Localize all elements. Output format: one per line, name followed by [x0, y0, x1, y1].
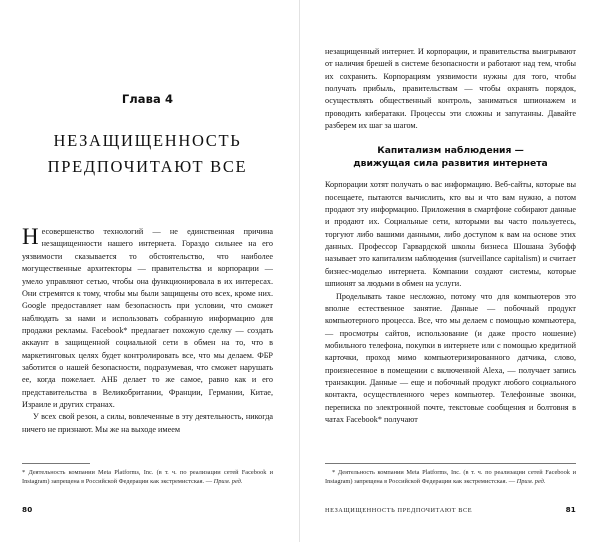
chapter-title: [22, 128, 273, 179]
right-body-text-top: [325, 46, 576, 132]
footnote-editor-note: Прим. ред.: [516, 478, 546, 486]
right-footnote-block: [325, 463, 576, 487]
paragraph-continued: незащищенный интернет. И корпорации, и правительства выигрывают от наличия брешей в системе безопасности и работают над тем, чтобы их сохранить. Корпорациям уязвимости нужны для того, чтобы получать прибыль, правительствам — чтобы охранять порядок, осуществлять общественный контроль, заниматься шпионажем и проводить кибератаки. Процессы эти сложны и запутанны. Давайте разберем их шаг за шагом.: [325, 47, 576, 131]
paragraph-with-dropcap: [22, 226, 273, 411]
footnote-body: Деятельность компании Meta Platforms, Inc. (в т. ч. по реализации сетей Facebook и Instagram) запрещена в Российской Федерации как экстремистская. —: [22, 469, 273, 486]
page-number: 80: [22, 505, 33, 514]
left-body-text: [22, 226, 273, 436]
footnote-marker: *: [22, 469, 26, 477]
footnote-separator-rule: [22, 463, 90, 464]
paragraph: Корпорации хотят получать о вас информацию. Веб-сайты, которые вы посещаете, пытаются вычислить, кто вы и что вам нужно, а потом продают эту информацию. Приложения в смартфоне собирают данные и продают их. Социальные сети, которыми вы часто пользуетесь, торгуют либо вашими данными, либо доступом к вам на основе этих данных. Профессор Гарвардской школы бизнеса Шошана Зубофф называет это капитализм наблюдения (surveillance capitalism) и считает бизнес-моделью интернета. Компании создают системы, которые шпионят за людьми в обмен на услуги.: [325, 180, 576, 289]
section-subheading: [325, 144, 576, 170]
left-footnote-block: [22, 463, 273, 487]
page-number: 81: [565, 505, 576, 514]
right-running-foot: [325, 505, 576, 514]
section-subheading-line-2: движущая сила развития интернета: [353, 158, 548, 170]
running-head-title: НЕЗАЩИЩЕННОСТЬ ПРЕДПОЧИТАЮТ ВСЕ: [325, 507, 473, 514]
left-running-foot: [22, 505, 273, 514]
chapter-header: [22, 0, 273, 179]
footnote-separator-rule: [325, 463, 576, 464]
chapter-number: Глава 4: [121, 92, 174, 106]
right-body-text: [325, 179, 576, 426]
right-page: [300, 0, 600, 542]
drop-cap-letter: Н: [22, 224, 39, 250]
footnote-body: Деятельность компании Meta Platforms, Inc. (в т. ч. по реализации сетей Facebook и Instagram) запрещена в Российской Федерации как экстремистская. —: [325, 469, 576, 486]
chapter-title-line-1: НЕЗАЩИЩЕННОСТЬ: [53, 131, 242, 150]
footnote-editor-note: Прим. ред.: [213, 478, 243, 486]
paragraph-text: есовершенство технологий — не единственная причина незащищенности нашего интернета. Гораздо сильнее на его уязвимости сказывается то обстоятельство, что наиболее могущественные архитекторы — правительства и корпорации — умело управляют сетью, чтобы она функционировала в их интересах. Они стремятся к тому, чтобы мы были защищены ото всех, кроме них. Google предоставляет нам безопасность при условии, что сможет наблюдать за нами и использовать собранную информацию для продажи рекламы. Facebook* предлагает похожую сделку — создать аккаунт в защищенной социальной сети в обмен на то, что в маркетинговых целях будет контролировать все, что мы делаем. ФБР заботится о нашей безопасности, подразумевая, что сможет нарушать ее, когда пожелает. АНБ делает то же самое, равно как и его представительства в Великобритании, Франции, Германии, Китае, Израиле и других странах.: [22, 227, 273, 409]
paragraph: У всех свой резон, а силы, вовлеченные в эту деятельность, никогда ничего не признают. Мы же на выходе имеем: [22, 412, 273, 434]
footnote-text: [22, 469, 273, 487]
paragraph: Проделывать такое несложно, потому что для компьютеров это вполне естественное занятие. Данные — побочный продукт компьютерного процесса. Все, что мы делаем с помощью компьютера, — просмотры сайтов, использование (и даже просто ношение) мобильного телефона, покупки в интернете или с помощью кредитной карточки, проход мимо компьютеризированного датчика, слово, произнесенное в помещении с включенной Alexa, — получает запись транзакции. Данные — еще и побочный продукт любого социального контакта, осуществленного через компьютер. Телефонные звонки, переписка по электронной почте, текстовые сообщения и болтовня в чатах Facebook* получают: [325, 291, 576, 424]
chapter-title-line-2: ПРЕДПОЧИТАЮТ ВСЕ: [47, 156, 248, 176]
footnote-text: [325, 469, 576, 487]
footnote-marker: *: [332, 469, 336, 477]
section-subheading-line-1: Капитализм наблюдения —: [377, 145, 524, 157]
